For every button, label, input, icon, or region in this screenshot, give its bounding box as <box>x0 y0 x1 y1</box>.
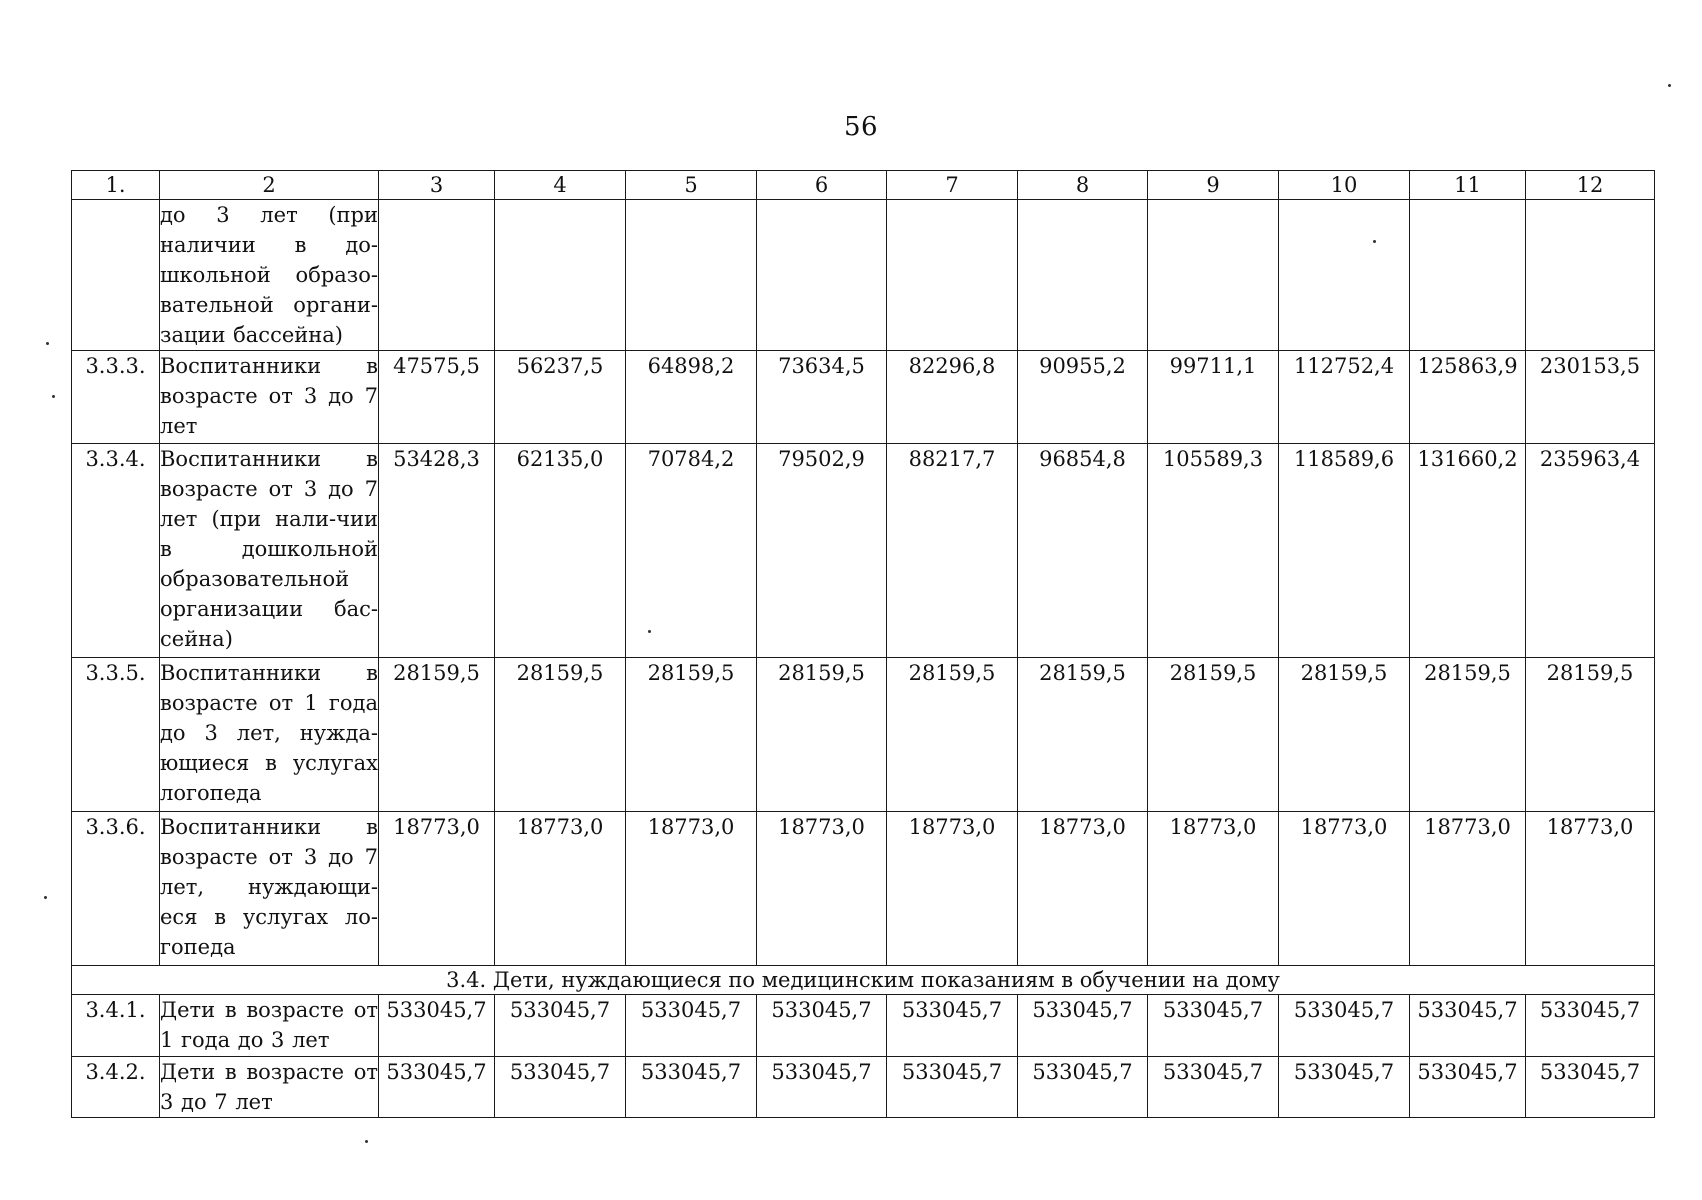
row-number <box>72 200 160 351</box>
value-cell: 53428,3 <box>379 444 495 658</box>
column-number-1: 1. <box>72 171 160 200</box>
value-cell: 18773,0 <box>1018 812 1148 966</box>
row-number: 3.3.4. <box>72 444 160 658</box>
column-number-3: 3 <box>379 171 495 200</box>
value-cell: 28159,5 <box>626 658 757 812</box>
value-cell: 18773,0 <box>887 812 1018 966</box>
value-cell: 28159,5 <box>757 658 887 812</box>
value-cell <box>495 200 626 351</box>
value-cell: 112752,4 <box>1279 351 1410 444</box>
value-cell: 533045,7 <box>887 995 1018 1057</box>
value-cell: 96854,8 <box>1018 444 1148 658</box>
value-cell <box>1148 200 1279 351</box>
value-cell: 82296,8 <box>887 351 1018 444</box>
value-cell: 533045,7 <box>626 1057 757 1118</box>
row-number: 3.4.2. <box>72 1057 160 1118</box>
value-cell: 56237,5 <box>495 351 626 444</box>
value-cell: 533045,7 <box>887 1057 1018 1118</box>
value-cell <box>1410 200 1526 351</box>
section-heading: 3.4. Дети, нуждающиеся по медицинским показаниям в обучении на дому <box>72 966 1655 995</box>
value-cell: 28159,5 <box>1279 658 1410 812</box>
tariff-table <box>71 170 1655 1118</box>
row-number: 3.3.6. <box>72 812 160 966</box>
value-cell: 118589,6 <box>1279 444 1410 658</box>
value-cell: 18773,0 <box>1526 812 1655 966</box>
section-heading-row <box>72 966 1655 995</box>
column-number-4: 4 <box>495 171 626 200</box>
scan-speck <box>365 1140 368 1143</box>
column-number-12: 12 <box>1526 171 1655 200</box>
scan-speck <box>1668 84 1671 87</box>
value-cell: 62135,0 <box>495 444 626 658</box>
value-cell: 28159,5 <box>495 658 626 812</box>
value-cell: 99711,1 <box>1148 351 1279 444</box>
column-number-10: 10 <box>1279 171 1410 200</box>
value-cell <box>757 200 887 351</box>
value-cell: 18773,0 <box>1148 812 1279 966</box>
value-cell: 533045,7 <box>1526 995 1655 1057</box>
value-cell: 533045,7 <box>1018 1057 1148 1118</box>
value-cell: 28159,5 <box>379 658 495 812</box>
scan-speck <box>44 896 47 899</box>
value-cell <box>1279 200 1410 351</box>
page-number: 56 <box>843 112 879 142</box>
value-cell: 64898,2 <box>626 351 757 444</box>
value-cell: 18773,0 <box>1279 812 1410 966</box>
value-cell: 18773,0 <box>379 812 495 966</box>
row-number: 3.4.1. <box>72 995 160 1057</box>
value-cell: 73634,5 <box>757 351 887 444</box>
scan-speck <box>1373 240 1376 243</box>
value-cell: 533045,7 <box>1526 1057 1655 1118</box>
value-cell <box>887 200 1018 351</box>
value-cell: 70784,2 <box>626 444 757 658</box>
row-description: Воспитанники в возрасте от 1 года до 3 лет, нужда-ющиеся в услугах логопеда <box>160 658 379 812</box>
value-cell: 533045,7 <box>757 1057 887 1118</box>
row-description: Дети в возрасте от 3 до 7 лет <box>160 1057 379 1118</box>
value-cell: 533045,7 <box>495 995 626 1057</box>
value-cell: 533045,7 <box>379 995 495 1057</box>
value-cell: 28159,5 <box>887 658 1018 812</box>
value-cell: 90955,2 <box>1018 351 1148 444</box>
row-number: 3.3.5. <box>72 658 160 812</box>
value-cell: 533045,7 <box>757 995 887 1057</box>
table-row <box>72 200 1655 351</box>
value-cell: 88217,7 <box>887 444 1018 658</box>
table-row <box>72 1057 1655 1118</box>
table-row <box>72 812 1655 966</box>
value-cell: 533045,7 <box>1279 1057 1410 1118</box>
column-number-row <box>72 171 1655 200</box>
value-cell: 28159,5 <box>1148 658 1279 812</box>
column-number-11: 11 <box>1410 171 1526 200</box>
value-cell: 235963,4 <box>1526 444 1655 658</box>
value-cell: 18773,0 <box>1410 812 1526 966</box>
column-number-9: 9 <box>1148 171 1279 200</box>
table-row <box>72 658 1655 812</box>
row-description: Дети в возрасте от 1 года до 3 лет <box>160 995 379 1057</box>
value-cell: 230153,5 <box>1526 351 1655 444</box>
value-cell: 533045,7 <box>1410 995 1526 1057</box>
value-cell: 131660,2 <box>1410 444 1526 658</box>
value-cell: 533045,7 <box>1410 1057 1526 1118</box>
table-row <box>72 995 1655 1057</box>
value-cell: 533045,7 <box>495 1057 626 1118</box>
value-cell: 533045,7 <box>1148 995 1279 1057</box>
value-cell: 105589,3 <box>1148 444 1279 658</box>
row-description: до 3 лет (при наличии в до-школьной образо-вательной органи-зации бассейна) <box>160 200 379 351</box>
value-cell: 533045,7 <box>1148 1057 1279 1118</box>
table-row <box>72 351 1655 444</box>
column-number-6: 6 <box>757 171 887 200</box>
value-cell: 533045,7 <box>626 995 757 1057</box>
value-cell: 533045,7 <box>1279 995 1410 1057</box>
value-cell: 533045,7 <box>379 1057 495 1118</box>
value-cell: 125863,9 <box>1410 351 1526 444</box>
value-cell: 533045,7 <box>1018 995 1148 1057</box>
value-cell: 18773,0 <box>626 812 757 966</box>
value-cell: 28159,5 <box>1526 658 1655 812</box>
column-number-5: 5 <box>626 171 757 200</box>
value-cell: 18773,0 <box>495 812 626 966</box>
value-cell: 47575,5 <box>379 351 495 444</box>
value-cell <box>1018 200 1148 351</box>
column-number-8: 8 <box>1018 171 1148 200</box>
value-cell: 79502,9 <box>757 444 887 658</box>
column-number-2: 2 <box>160 171 379 200</box>
value-cell: 28159,5 <box>1410 658 1526 812</box>
scan-speck <box>52 395 55 398</box>
column-number-7: 7 <box>887 171 1018 200</box>
row-description: Воспитанники в возрасте от 3 до 7 лет, нуждающи-еся в услугах ло-гопеда <box>160 812 379 966</box>
table-row <box>72 444 1655 658</box>
row-description: Воспитанники в возрасте от 3 до 7 лет <box>160 351 379 444</box>
row-description: Воспитанники в возрасте от 3 до 7 лет (при нали-чии в дошкольной образовательной организации бас-сейна) <box>160 444 379 658</box>
scan-speck <box>46 342 49 345</box>
row-number: 3.3.3. <box>72 351 160 444</box>
value-cell: 18773,0 <box>757 812 887 966</box>
value-cell <box>1526 200 1655 351</box>
value-cell <box>626 200 757 351</box>
value-cell: 28159,5 <box>1018 658 1148 812</box>
value-cell <box>379 200 495 351</box>
scan-speck <box>648 630 651 633</box>
